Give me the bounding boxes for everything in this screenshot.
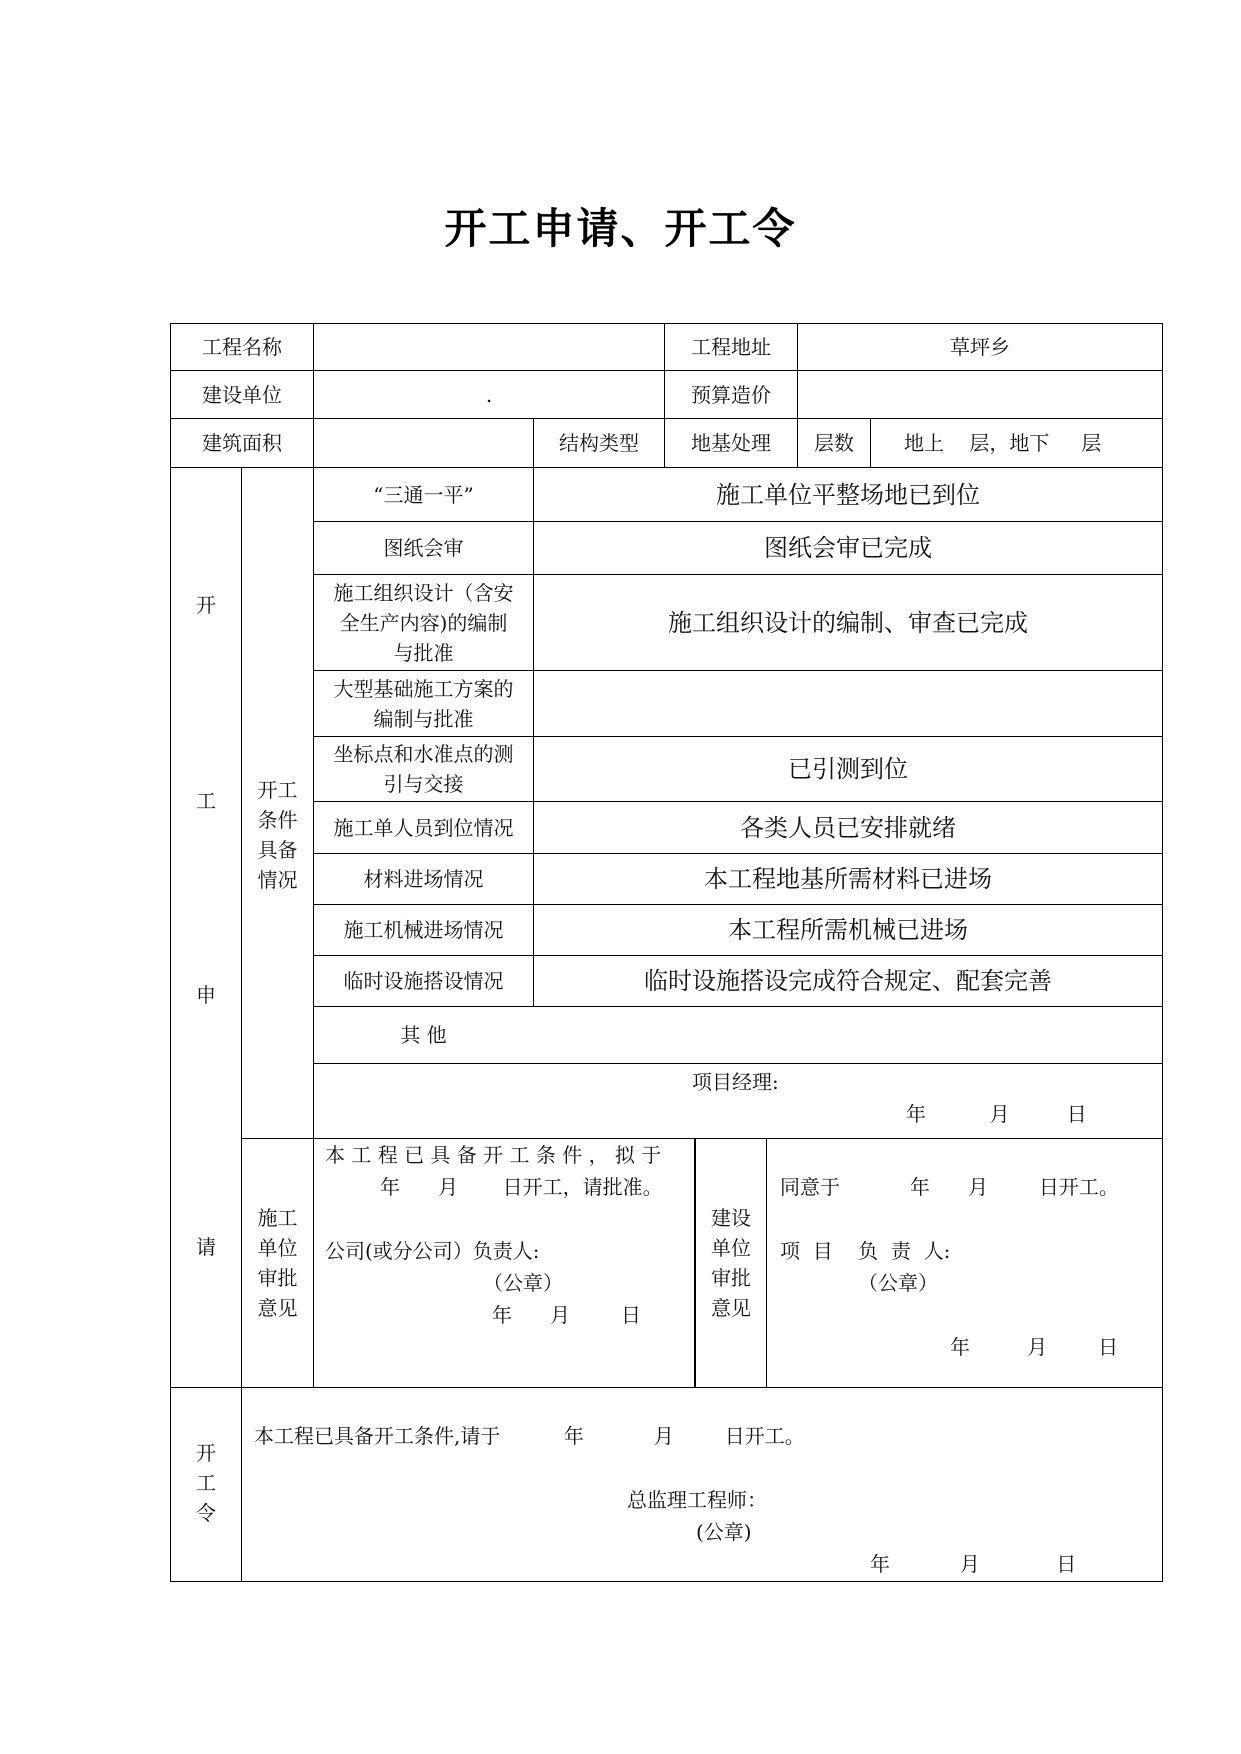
conditions-label: 开工 条件 具备 情况 (257, 778, 298, 892)
contractor-signer-label: 公司(或分公司）负责人: (325, 1239, 540, 1263)
chief-supervisor-label: 总监理工程师： (627, 1488, 767, 1512)
condition-item: 施工机械进场情况 (343, 918, 504, 942)
condition-status (534, 1007, 1162, 1063)
project-address-value: 草坪乡 (950, 335, 1010, 359)
contractor-approval-line1: 本 工 程 已 具 备 开 工 条 件 ， 拟 于 (325, 1143, 662, 1167)
condition-item: 材料进场情况 (363, 867, 484, 891)
condition-status: 本工程所需机械已进场 (728, 916, 968, 944)
owner-date: 年 月 日 (950, 1335, 1119, 1359)
condition-status: 已引测到位 (788, 755, 908, 783)
project-name-value (314, 324, 664, 370)
side-label-kai: 开 (196, 593, 216, 617)
owner-seal: （公章） (858, 1271, 938, 1295)
condition-item: 坐标点和水准点的测 引与交接 (333, 742, 514, 796)
condition-item: 其 他 (400, 1023, 447, 1047)
contractor-approval-label: 施工 单位 审批 意见 (257, 1206, 298, 1320)
condition-status: 施工单位平整场地已到位 (716, 480, 980, 509)
floors-value: 地上 层，地下 层 (904, 431, 1102, 455)
start-order-seal: (公章) (696, 1520, 752, 1544)
side-label-qing: 请 (196, 1235, 216, 1259)
structure-type-label: 结构类型 (559, 431, 639, 455)
condition-item: 施工单人员到位情况 (333, 815, 514, 840)
floors-label: 层数 (814, 431, 854, 455)
owner-unit-value: . (485, 382, 493, 407)
foundation-label: 地基处理 (691, 431, 771, 455)
condition-item: 临时设施搭设情况 (343, 969, 504, 993)
project-name-label: 工程名称 (202, 335, 282, 359)
side-label-shen: 申 (196, 983, 216, 1007)
condition-item: 图纸会审 (383, 536, 464, 560)
start-order-line1: 本工程已具备开工条件,请于 年 月 日开工。 (254, 1424, 805, 1448)
page-title: 开工申请、开工令 (444, 204, 797, 253)
building-area-label: 建筑面积 (202, 431, 282, 455)
condition-status: 各类人员已安排就绪 (740, 813, 956, 842)
project-manager-label: 项目经理: (692, 1070, 779, 1094)
condition-status: 施工组织设计的编制、审查已完成 (668, 608, 1028, 637)
owner-approval-line1: 同意于 年 月 日开工。 (780, 1175, 1119, 1199)
owner-unit-label: 建设单位 (202, 382, 282, 407)
budget-value (798, 371, 1162, 418)
side-label-gong: 工 (196, 789, 216, 813)
contractor-approval-line2: 年 月 日开工，请批准。 (380, 1175, 663, 1199)
project-address-label: 工程地址 (691, 335, 771, 359)
budget-label: 预算造价 (691, 382, 771, 407)
start-order-date: 年 月 日 (870, 1552, 1077, 1576)
condition-item: “三通一平” (373, 482, 474, 507)
condition-item: 施工组织设计（含安 全生产内容)的编制 与批准 (333, 580, 514, 665)
project-manager-date: 年 月 日 (906, 1102, 1087, 1126)
condition-status: 临时设施搭设完成符合规定、配套完善 (644, 967, 1052, 995)
condition-status (534, 671, 1162, 736)
condition-item: 大型基础施工方案的 编制与批准 (333, 676, 514, 731)
owner-signer-label: 项 目 负 责 人: (780, 1239, 951, 1263)
building-area-value (314, 419, 533, 467)
condition-status: 图纸会审已完成 (764, 534, 932, 562)
contractor-seal: （公章） (483, 1271, 563, 1295)
start-order-label: 开 工 令 (196, 1441, 216, 1525)
contractor-date: 年 月 日 (492, 1303, 642, 1327)
owner-approval-label: 建设 单位 审批 意见 (711, 1206, 751, 1320)
condition-status: 本工程地基所需材料已进场 (704, 865, 992, 893)
